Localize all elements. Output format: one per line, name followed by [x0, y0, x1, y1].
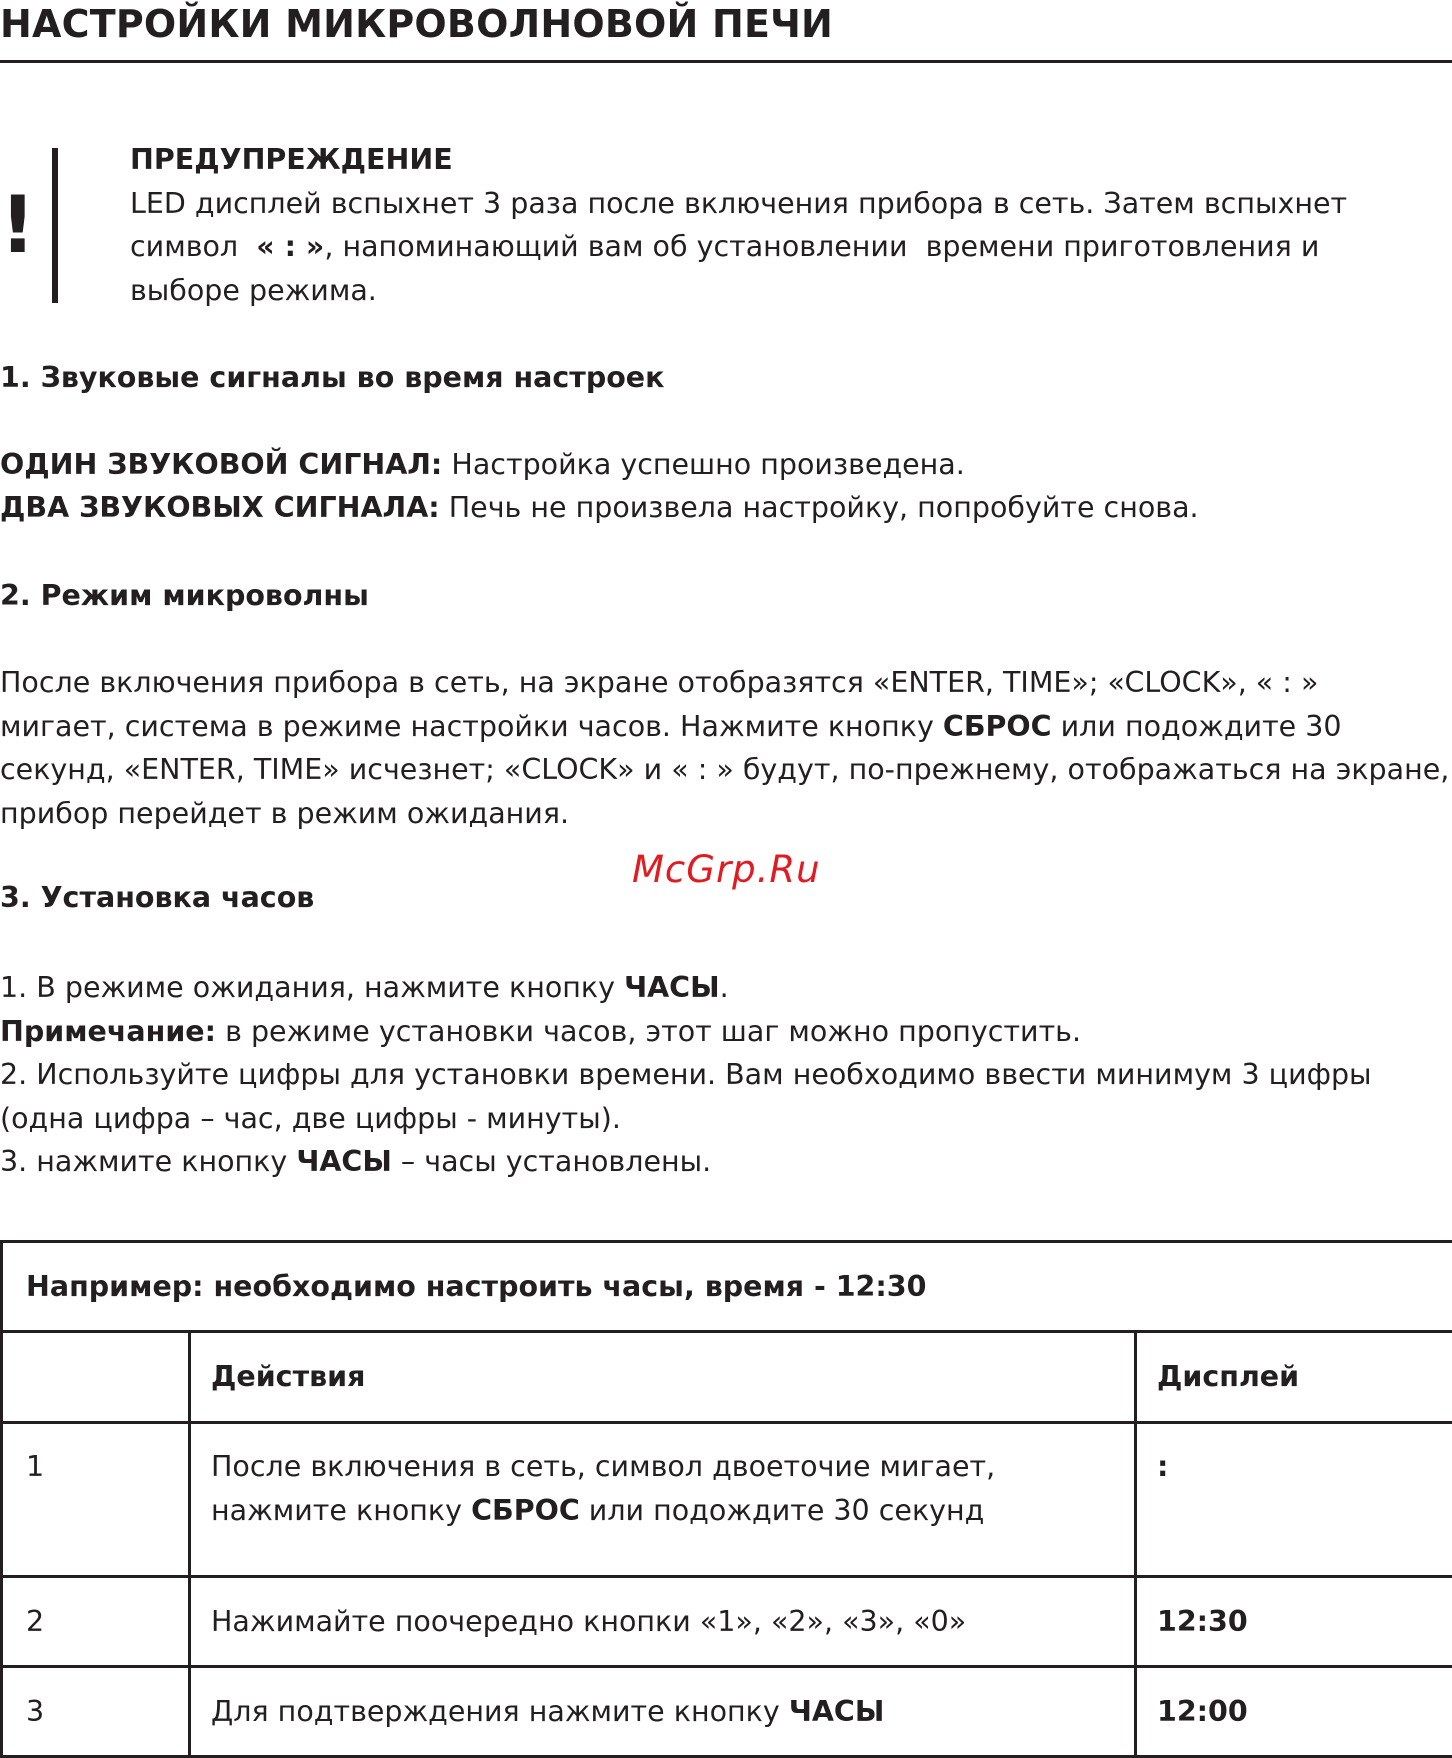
- watermark: McGrp.Ru: [632, 848, 821, 892]
- section-2-line-3: секунд, «ENTER, TIME» исчезнет; «CLOCK» и « : » будут, по-прежнему, отображаться на экране,: [0, 748, 1449, 792]
- row-action: После включения в сеть, символ двоеточие мигает, нажмите кнопку СБРОС или подождите 30 секунд: [190, 1423, 1136, 1577]
- two-signals-line: ДВА ЗВУКОВЫХ СИГНАЛА: Печь не произвела настройку, попробуйте снова.: [0, 486, 1199, 530]
- title-divider: [0, 60, 1452, 63]
- one-signal-line: ОДИН ЗВУКОВОЙ СИГНАЛ: Настройка успешно произведена.: [0, 443, 965, 487]
- table-row: [2, 1577, 1452, 1667]
- page-title: НАСТРОЙКИ МИКРОВОЛНОВОЙ ПЕЧИ: [0, 2, 833, 46]
- section-2-line-1: После включения прибора в сеть, на экране отобразятся «ENTER, TIME»; «CLOCK», « : »: [0, 661, 1318, 705]
- warning-heading: ПРЕДУПРЕЖДЕНИЕ: [130, 138, 1452, 182]
- section-2-line-2: мигает, система в режиме настройки часов. Нажмите кнопку СБРОС или подождите 30: [0, 705, 1342, 749]
- step-3-line: 3. нажмите кнопку ЧАСЫ – часы установлены.: [0, 1140, 711, 1184]
- row-number: 1: [2, 1423, 190, 1577]
- row-number: 3: [2, 1667, 190, 1757]
- step-1-line: 1. В режиме ожидания, нажмите кнопку ЧАСЫ.: [0, 966, 729, 1010]
- section-2-heading: 2. Режим микроволны: [0, 576, 369, 616]
- table-row: [2, 1667, 1452, 1757]
- header-display: Дисплей: [1136, 1332, 1452, 1423]
- example-title-row: [2, 1242, 1452, 1332]
- warning-text-line-1: LED дисплей вспыхнет 3 раза после включения прибора в сеть. Затем вспыхнет: [130, 182, 1452, 226]
- colon-symbol: « : »: [256, 230, 324, 263]
- table-row: [2, 1423, 1452, 1577]
- warning-block: [130, 138, 1452, 312]
- row-action: Для подтверждения нажмите кнопку ЧАСЫ: [190, 1667, 1136, 1757]
- row-action: Нажимайте поочередно кнопки «1», «2», «3», «0»: [190, 1577, 1136, 1667]
- warning-text-line-3: выборе режима.: [130, 269, 1452, 313]
- table-header-row: [2, 1332, 1452, 1423]
- warning-text-line-2: символ « : », напоминающий вам об установлении времени приготовления и: [130, 225, 1452, 269]
- example-title: Например: необходимо настроить часы, время - 12:30: [2, 1242, 1452, 1332]
- example-table: [0, 1240, 1452, 1758]
- row-number: 2: [2, 1577, 190, 1667]
- step-2-line-2: (одна цифра – час, две цифры - минуты).: [0, 1097, 621, 1141]
- note-line: Примечание: в режиме установки часов, этот шаг можно пропустить.: [0, 1010, 1081, 1054]
- row-display: :: [1136, 1423, 1452, 1577]
- exclamation-icon: !: [0, 186, 36, 266]
- row-display: 12:00: [1136, 1667, 1452, 1757]
- section-3-heading: 3. Установка часов: [0, 878, 314, 918]
- header-number: [2, 1332, 190, 1423]
- section-2-line-4: прибор перейдет в режим ожидания.: [0, 792, 569, 836]
- header-actions: Действия: [190, 1332, 1136, 1423]
- section-1-heading: 1. Звуковые сигналы во время настроек: [0, 358, 664, 398]
- step-2-line-1: 2. Используйте цифры для установки времени. Вам необходимо ввести минимум 3 цифры: [0, 1053, 1372, 1097]
- row-display: 12:30: [1136, 1577, 1452, 1667]
- warning-vertical-bar: [52, 148, 58, 303]
